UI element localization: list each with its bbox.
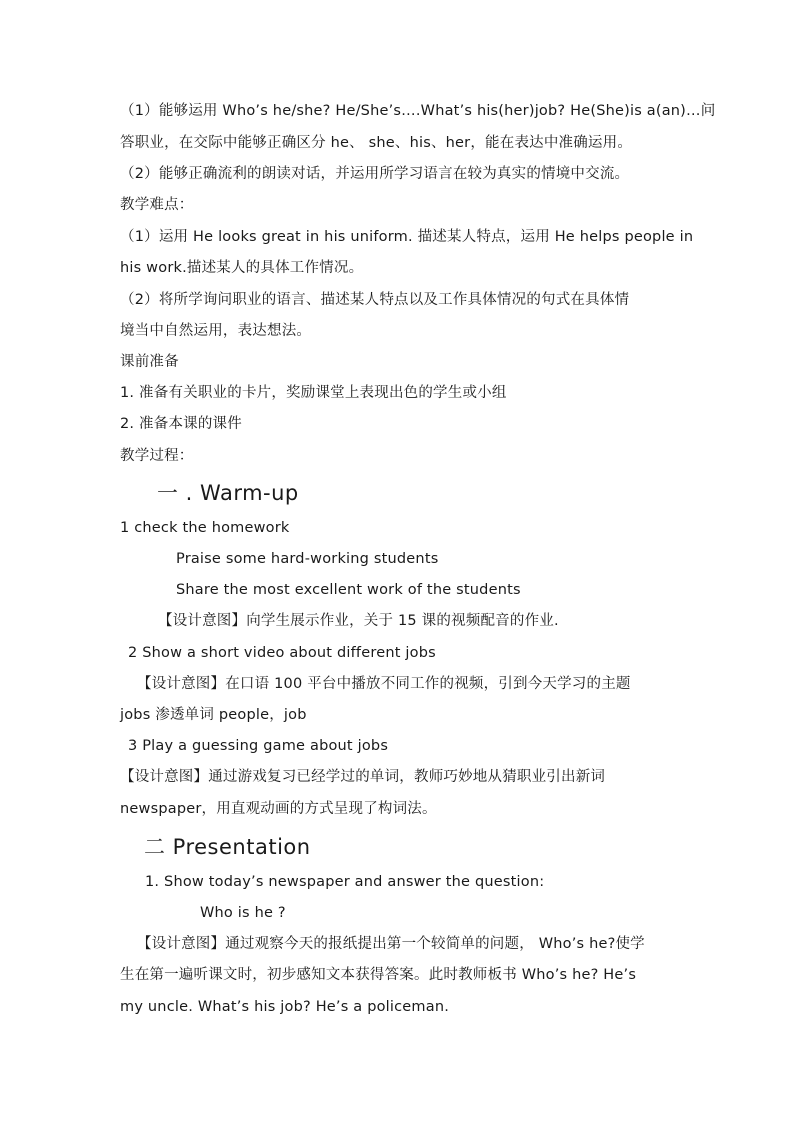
objective-line-1-cont: 答职业，在交际中能够正确区分 he、 she、his、her，能在表达中准确运用。 bbox=[120, 135, 633, 151]
heading-warm-up: 一 . Warm-up bbox=[157, 481, 299, 505]
design-intent-2: 【设计意图】在口语 100 平台中播放不同工作的视频，引到今天学习的主题 bbox=[137, 676, 631, 692]
warmup-step-1: 1 check the homework bbox=[120, 520, 290, 536]
design-intent-4-cont-2: my uncle. What’s his job? He’s a policeman. bbox=[120, 999, 450, 1015]
design-intent-3-cont: newspaper，用直观动画的方式呈现了构词法。 bbox=[120, 801, 437, 817]
presentation-step-1: 1. Show today’s newspaper and answer the question: bbox=[145, 874, 545, 890]
warmup-step-2: 2 Show a short video about different jobs bbox=[128, 645, 436, 661]
design-intent-1: 【设计意图】向学生展示作业，关于 15 课的视频配音的作业. bbox=[158, 613, 559, 629]
presentation-question: Who is he ? bbox=[200, 905, 286, 921]
preparation-item-2: 2. 准备本课的课件 bbox=[120, 416, 242, 432]
difficulty-line-1: （1）运用 He looks great in his uniform. 描述某人特点，运用 He helps people in bbox=[120, 229, 694, 245]
warmup-step-1-detail-2: Share the most excellent work of the students bbox=[176, 582, 521, 598]
warmup-step-3: 3 Play a guessing game about jobs bbox=[128, 738, 389, 754]
difficulty-line-2: （2）将所学询问职业的语言、描述某人特点以及工作具体情况的句式在具体情 bbox=[120, 292, 630, 308]
design-intent-3: 【设计意图】通过游戏复习已经学过的单词，教师巧妙地从猜职业引出新词 bbox=[120, 769, 606, 785]
heading-presentation: 二 Presentation bbox=[144, 835, 311, 859]
difficulty-line-2-cont: 境当中自然运用，表达想法。 bbox=[120, 323, 312, 339]
design-intent-4-cont-1: 生在第一遍听课文时，初步感知文本获得答案。此时教师板书 Who’s he? He’s bbox=[120, 967, 637, 983]
preparation-item-1: 1. 准备有关职业的卡片，奖励课堂上表现出色的学生或小组 bbox=[120, 385, 507, 401]
objective-line-2: （2）能够正确流利的朗读对话，并运用所学习语言在较为真实的情境中交流。 bbox=[120, 166, 630, 182]
section-title-difficulties: 教学难点： bbox=[120, 197, 194, 213]
objective-line-1: （1）能够运用 Who’s he/she? He/She’s….What’s his(her)job? He(She)is a(an)…问 bbox=[120, 103, 716, 119]
section-title-preparation: 课前准备 bbox=[120, 354, 179, 370]
difficulty-line-1-cont: his work.描述某人的具体工作情况。 bbox=[120, 260, 364, 276]
warmup-step-1-detail-1: Praise some hard-working students bbox=[176, 551, 439, 567]
design-intent-2-cont: jobs 渗透单词 people，job bbox=[120, 707, 307, 723]
design-intent-4: 【设计意图】通过观察今天的报纸提出第一个较简单的问题， Who’s he?使学 bbox=[137, 936, 645, 952]
section-title-process: 教学过程： bbox=[120, 448, 194, 464]
